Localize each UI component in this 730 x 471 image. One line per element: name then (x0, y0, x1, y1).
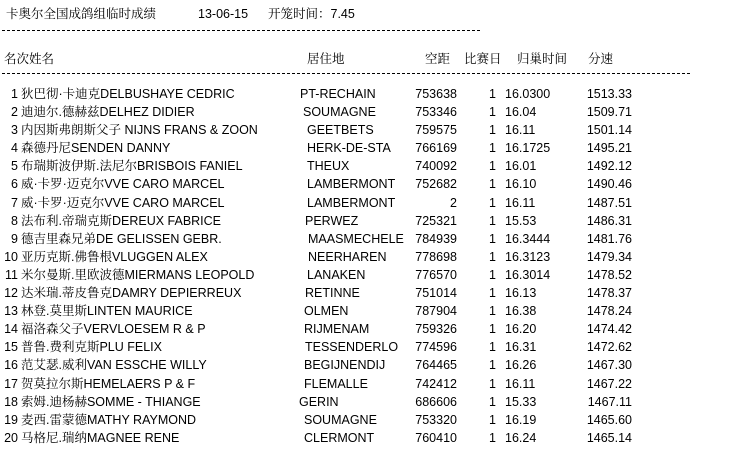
row-arrival-time: 16.26 (505, 358, 537, 373)
header-race-day: 比赛日 (464, 52, 502, 66)
row-name: 福洛森父子VERVLOESEM R & P (21, 322, 206, 337)
row-distance: 774596 (415, 340, 457, 355)
row-distance: 778698 (415, 249, 457, 264)
row-rank: 11 (5, 267, 18, 282)
row-place: OLMEN (304, 304, 349, 319)
row-name: 马格尼.瑞纳MAGNEE RENE (21, 430, 180, 445)
row-arrival-time: 16.11 (505, 376, 536, 391)
row-distance: 753320 (415, 412, 457, 427)
row-place: BEGIJNENDIJ (304, 358, 386, 373)
row-name: 亚历克斯.佛鲁根VLUGGEN ALEX (21, 249, 208, 264)
row-place: PERWEZ (305, 213, 359, 228)
row-race-day: 1 (489, 249, 496, 264)
row-name: 普鲁.费利克斯PLU FELIX (21, 340, 162, 355)
table-row (0, 285, 730, 303)
row-speed: 1479.34 (586, 249, 632, 264)
row-place: LAMBERMONT (307, 195, 396, 210)
row-place: LAMBERMONT (307, 177, 396, 192)
row-distance: 742412 (415, 376, 457, 391)
row-place: PT-RECHAIN (300, 87, 376, 101)
row-race-day: 1 (489, 376, 496, 391)
row-name: 内因斯弗朗斯父子 NIJNS FRANS & ZOON (21, 123, 258, 138)
row-speed: 1513.33 (586, 87, 632, 101)
row-race-day: 1 (489, 394, 496, 409)
row-speed: 1478.52 (586, 267, 632, 282)
row-distance: 766169 (415, 141, 457, 156)
row-distance: 760410 (415, 430, 457, 445)
row-place: CLERMONT (304, 430, 375, 445)
row-arrival-time: 16.3123 (505, 249, 551, 264)
results-title: 卡奥尔全国成鸽组临时成绩 (6, 7, 157, 21)
race-date: 13-06-15 (198, 7, 249, 21)
row-race-day: 1 (489, 177, 496, 192)
row-rank: 5 (11, 159, 18, 174)
table-row (0, 176, 730, 194)
row-place: NEERHAREN (308, 249, 387, 264)
row-speed: 1465.60 (586, 412, 632, 427)
row-race-day: 1 (489, 340, 496, 355)
row-rank: 4 (11, 141, 18, 156)
row-speed: 1492.12 (586, 159, 632, 174)
row-race-day: 1 (489, 322, 496, 337)
row-place: GERIN (299, 394, 339, 409)
row-distance: 753638 (415, 87, 457, 101)
row-arrival-time: 16.01 (505, 159, 537, 174)
row-name: 林登.莫里斯LINTEN MAURICE (21, 304, 193, 319)
row-speed: 1481.76 (586, 231, 632, 246)
row-speed: 1509.71 (586, 105, 632, 120)
row-rank: 17 (4, 376, 18, 391)
row-name: 威·卡罗·迈克尔VVE CARO MARCEL (21, 195, 225, 210)
header-distance: 空距 (425, 52, 451, 66)
header-speed: 分速 (588, 52, 614, 66)
row-rank: 20 (4, 430, 18, 445)
row-rank: 9 (11, 231, 18, 246)
row-arrival-time: 16.31 (505, 340, 537, 355)
row-race-day: 1 (489, 141, 496, 156)
row-rank: 13 (4, 304, 18, 319)
row-rank: 1 (11, 87, 18, 101)
row-arrival-time: 16.20 (505, 322, 537, 337)
table-row (0, 394, 730, 412)
table-row (0, 303, 730, 321)
row-arrival-time: 16.13 (505, 286, 537, 301)
row-rank: 15 (4, 340, 18, 355)
row-speed: 1467.22 (586, 376, 632, 391)
header-place: 居住地 (307, 52, 345, 66)
row-distance: 759575 (415, 123, 457, 138)
row-arrival-time: 16.3014 (505, 267, 551, 282)
row-rank: 7 (11, 195, 18, 210)
row-race-day: 1 (489, 123, 496, 138)
results-table (0, 86, 730, 448)
row-name: 森德丹尼SENDEN DANNY (21, 141, 171, 156)
table-row (0, 231, 730, 249)
release-time: 开笼时间：7.45 (268, 7, 355, 21)
row-place: TESSENDERLO (305, 340, 399, 355)
row-arrival-time: 16.3444 (505, 231, 551, 246)
table-row (0, 267, 730, 285)
row-distance: 753346 (415, 105, 457, 120)
row-distance: 764465 (415, 358, 457, 373)
row-rank: 12 (4, 286, 18, 301)
row-arrival-time: 16.11 (505, 123, 536, 138)
row-rank: 8 (11, 213, 18, 228)
row-place: FLEMALLE (304, 376, 368, 391)
row-race-day: 1 (489, 231, 496, 246)
row-speed: 1486.31 (586, 213, 632, 228)
row-speed: 1474.42 (586, 322, 632, 337)
row-arrival-time: 16.24 (505, 430, 537, 445)
table-row (0, 158, 730, 176)
row-rank: 3 (11, 123, 18, 138)
row-rank: 14 (4, 322, 18, 337)
table-row (0, 376, 730, 394)
row-distance: 787904 (415, 304, 457, 319)
row-speed: 1501.14 (586, 123, 632, 138)
row-place: GEETBETS (307, 123, 374, 138)
row-arrival-time: 16.1725 (505, 141, 551, 156)
header-arrival: 归巢时间 (517, 52, 568, 66)
row-name: 达米瑞.蒂皮鲁克DAMRY DEPIERREUX (21, 286, 242, 301)
table-row (0, 430, 730, 448)
row-arrival-time: 15.53 (505, 213, 537, 228)
row-name: 狄巴彻·卡迪克DELBUSHAYE CEDRIC (21, 87, 235, 101)
row-distance: 740092 (415, 159, 457, 174)
header-name: 名次姓名 (4, 52, 55, 66)
row-distance: 725321 (415, 213, 457, 228)
row-place: SOUMAGNE (303, 105, 376, 120)
row-name: 威·卡罗·迈克尔VVE CARO MARCEL (21, 177, 225, 192)
row-speed: 1487.51 (586, 195, 632, 210)
table-row (0, 86, 730, 104)
header-divider (2, 73, 690, 74)
table-row (0, 357, 730, 375)
row-speed: 1472.62 (586, 340, 632, 355)
table-row (0, 412, 730, 430)
table-row (0, 195, 730, 213)
row-rank: 19 (4, 412, 18, 427)
row-speed: 1465.14 (586, 430, 632, 445)
row-place: HERK-DE-STA (307, 141, 391, 156)
row-arrival-time: 16.38 (505, 304, 537, 319)
row-rank: 18 (4, 394, 18, 409)
row-arrival-time: 16.10 (505, 177, 537, 192)
row-place: RETINNE (305, 286, 360, 301)
row-arrival-time: 16.11 (505, 195, 536, 210)
row-arrival-time: 16.19 (505, 412, 537, 427)
row-name: 德吉里森兄弟DE GELISSEN GEBR. (21, 231, 222, 246)
row-speed: 1467.30 (586, 358, 632, 373)
row-name: 贺莫拉尔斯HEMELAERS P & F (21, 376, 196, 391)
row-speed: 1478.24 (586, 304, 632, 319)
row-race-day: 1 (489, 358, 496, 373)
row-distance: 751014 (415, 286, 457, 301)
row-name: 索姆.迪杨赫SOMME - THIANGE (21, 394, 201, 409)
row-distance: 752682 (415, 177, 457, 192)
table-header (0, 49, 730, 65)
row-place: THEUX (307, 159, 350, 174)
row-speed: 1478.37 (586, 286, 632, 301)
row-distance: 784939 (415, 231, 457, 246)
row-distance: 686606 (415, 394, 457, 409)
row-race-day: 1 (489, 304, 496, 319)
row-race-day: 1 (489, 412, 496, 427)
title-divider (2, 30, 480, 31)
row-distance: 776570 (415, 267, 457, 282)
row-race-day: 1 (489, 105, 496, 120)
row-speed: 1467.11 (587, 394, 632, 409)
row-name: 范艾瑟.威利VAN ESSCHE WILLY (21, 358, 207, 373)
row-place: SOUMAGNE (304, 412, 377, 427)
row-name: 迪迪尔.德赫兹DELHEZ DIDIER (21, 105, 195, 120)
row-name: 法布利.帝瑞克斯DEREUX FABRICE (21, 213, 222, 228)
table-row (0, 122, 730, 140)
table-row (0, 140, 730, 158)
row-place: RIJMENAM (304, 322, 370, 337)
table-row (0, 249, 730, 267)
row-race-day: 1 (489, 87, 496, 101)
table-row (0, 321, 730, 339)
row-rank: 16 (4, 358, 18, 373)
row-arrival-time: 16.0300 (505, 87, 551, 101)
row-speed: 1490.46 (586, 177, 632, 192)
table-row (0, 104, 730, 122)
row-speed: 1495.21 (586, 141, 632, 156)
row-distance: 2 (450, 195, 457, 210)
row-arrival-time: 16.04 (505, 105, 537, 120)
row-name: 布瑞斯波伊斯.法尼尔BRISBOIS FANIEL (21, 159, 243, 174)
table-row (0, 339, 730, 357)
row-race-day: 1 (489, 195, 496, 210)
row-race-day: 1 (489, 430, 496, 445)
table-row (0, 213, 730, 231)
row-name: 麦西.雷蒙德MATHY RAYMOND (21, 412, 197, 427)
row-race-day: 1 (489, 159, 496, 174)
row-place: LANAKEN (307, 267, 366, 282)
row-race-day: 1 (489, 213, 496, 228)
row-rank: 6 (11, 177, 18, 192)
row-race-day: 1 (489, 267, 496, 282)
row-rank: 2 (11, 105, 18, 120)
row-race-day: 1 (489, 286, 496, 301)
row-distance: 759326 (415, 322, 457, 337)
row-name: 米尔曼斯.里欧波德MIERMANS LEOPOLD (21, 267, 255, 282)
row-rank: 10 (4, 249, 18, 264)
row-arrival-time: 15.33 (505, 394, 537, 409)
row-place: MAASMECHELE (308, 231, 404, 246)
